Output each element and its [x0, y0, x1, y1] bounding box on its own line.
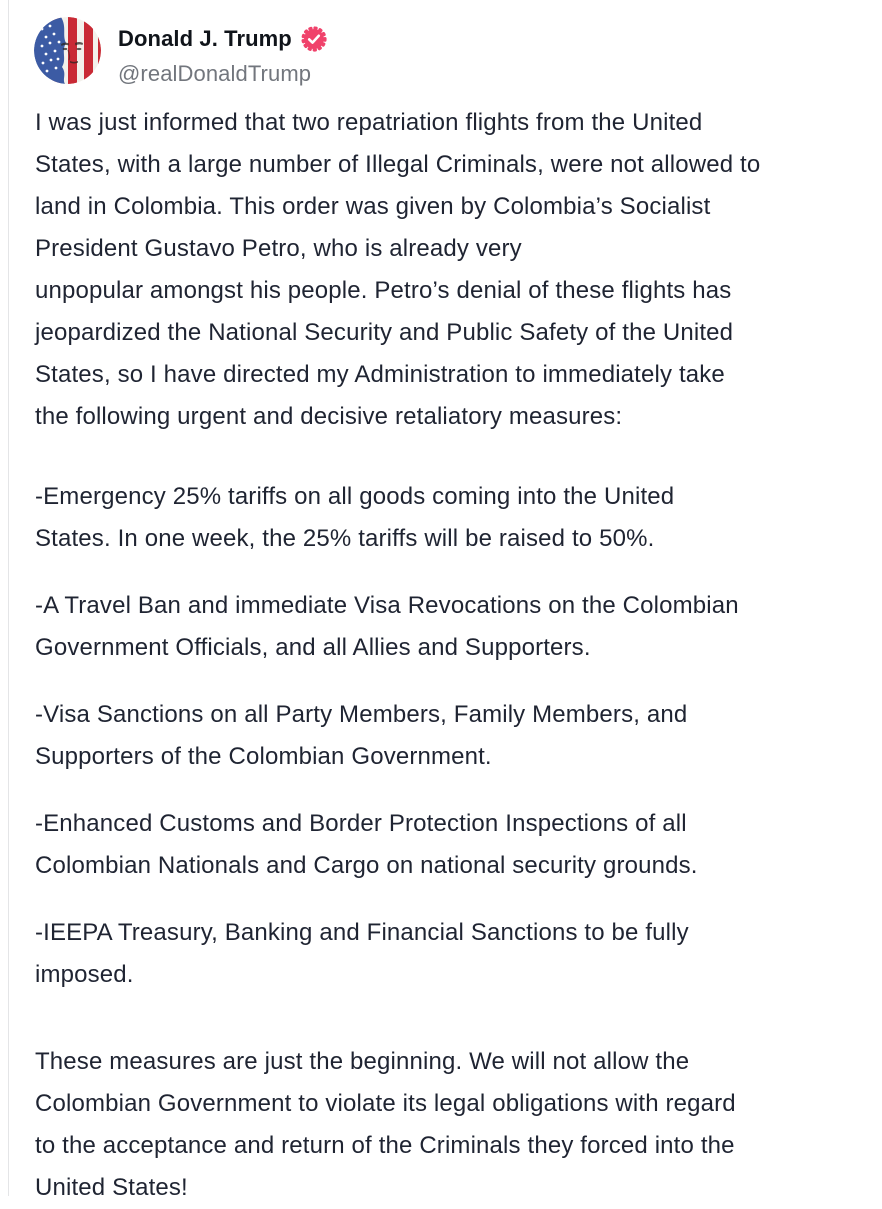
post-paragraph [35, 585, 882, 669]
author-handle[interactable]: @realDonaldTrump [118, 61, 312, 86]
post-paragraph [35, 803, 882, 887]
avatar[interactable] [34, 17, 101, 84]
post-line: States. In one week, the 25% tariffs will be raised to 50%. [35, 525, 655, 552]
post-line: Colombian Government to violate its legal obligations with regard [35, 1090, 736, 1117]
post-paragraph [35, 694, 882, 778]
post-line: the following urgent and decisive retaliatory measures: [35, 403, 623, 430]
post-line: Supporters of the Colombian Government. [35, 743, 492, 770]
post-paragraph [35, 912, 882, 996]
flag-face-avatar-image [34, 17, 101, 84]
post-line: These measures are just the beginning. We will not allow the [35, 1048, 690, 1075]
verified-seal-check-icon [301, 26, 327, 52]
post-line: -A Travel Ban and immediate Visa Revocations on the Colombian [35, 592, 739, 619]
post-line: unpopular amongst his people. Petro’s denial of these flights has [35, 277, 732, 304]
post-header [34, 17, 882, 87]
post-line: imposed. [35, 961, 134, 988]
post-line: -Visa Sanctions on all Party Members, Family Members, and [35, 701, 688, 728]
post-line: States, so I have directed my Administration to immediately take [35, 361, 725, 388]
author-block [118, 17, 327, 87]
post-line: I was just informed that two repatriation flights from the United [35, 109, 703, 136]
post-paragraph [35, 102, 882, 438]
author-name[interactable]: Donald J. Trump [118, 26, 292, 51]
post-line: to the acceptance and return of the Criminals they forced into the [35, 1132, 735, 1159]
post-paragraph [35, 476, 882, 560]
post-line: land in Colombia. This order was given by Colombia’s Socialist [35, 193, 711, 220]
post-line: President Gustavo Petro, who is already very [35, 235, 522, 262]
post-line: -IEEPA Treasury, Banking and Financial Sanctions to be fully [35, 919, 689, 946]
post-line: United States! [35, 1174, 188, 1201]
post-paragraph [35, 1041, 882, 1209]
post-line: jeopardized the National Security and Public Safety of the United [35, 319, 734, 346]
post-line: -Emergency 25% tariffs on all goods coming into the United [35, 483, 675, 510]
post-body [35, 102, 882, 1209]
post-line: Colombian Nationals and Cargo on national security grounds. [35, 852, 698, 879]
post-line: -Enhanced Customs and Border Protection Inspections of all [35, 810, 687, 837]
post-line: Government Officials, and all Allies and Supporters. [35, 634, 591, 661]
post-line: States, with a large number of Illegal Criminals, were not allowed to [35, 151, 761, 178]
